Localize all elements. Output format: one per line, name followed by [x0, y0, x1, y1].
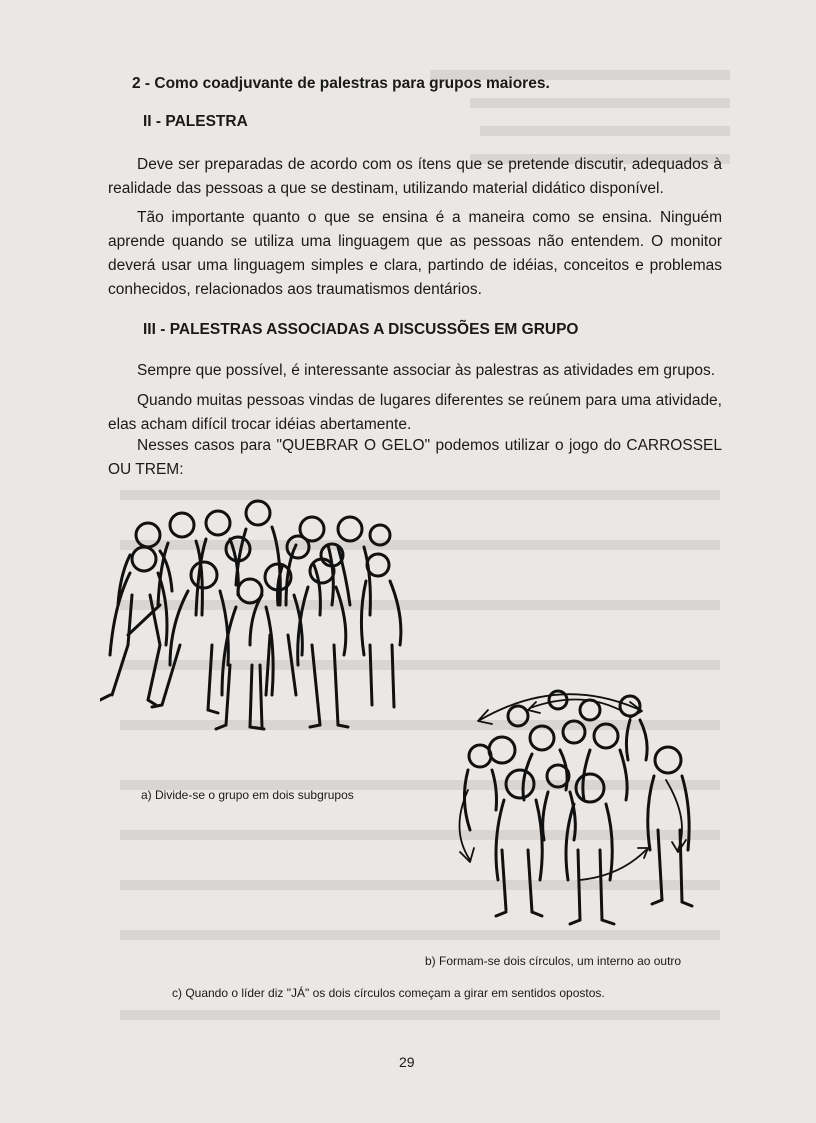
heading-discussoes: III - PALESTRAS ASSOCIADAS A DISCUSSÕES EM GRUPO	[143, 321, 579, 338]
page-number: 29	[399, 1054, 415, 1070]
paragraph-discussoes-2: Quando muitas pessoas vindas de lugares diferentes se reúnem para uma atividade, elas acham difícil trocar idéias abertamente.	[108, 392, 722, 433]
circles-illustration	[440, 680, 710, 940]
paragraph-discussoes-1: Sempre que possível, é interessante associar às palestras as atividades em grupos.	[137, 362, 716, 379]
caption-b: b) Formam-se dois círculos, um interno ao outro	[425, 954, 682, 968]
front-row-people	[100, 547, 401, 729]
section-item: 2 - Como coadjuvante de palestras para grupos maiores.	[132, 75, 550, 92]
paragraph-palestra-2: Tão importante quanto o que se ensina é a maneira como se ensina. Ninguém aprende quando se utiliza uma linguagem que as pessoas não entendem. O monitor deverá usar uma linguagem simples e clara, partindo de idéias, conceitos e problemas conhecidos, relacionados aos traumatismos dentários.	[108, 209, 722, 298]
crowd-illustration	[100, 495, 420, 735]
heading-palestra: II - PALESTRA	[143, 113, 248, 130]
circle-people	[464, 691, 692, 924]
paragraph-discussoes-3: Nesses casos para "QUEBRAR O GELO" podemos utilizar o jogo do CARROSSEL OU TREM:	[108, 437, 722, 478]
caption-c: c) Quando o líder diz "JÁ" os dois círculos começam a girar em sentidos opostos.	[172, 986, 605, 1000]
back-row-people	[118, 501, 390, 615]
caption-a: a) Divide-se o grupo em dois subgrupos	[141, 788, 354, 802]
paragraph-palestra-1: Deve ser preparadas de acordo com os ítens que se pretende discutir, adequados à realidade das pessoas a que se destinam, utilizando material didático disponível.	[108, 156, 722, 197]
